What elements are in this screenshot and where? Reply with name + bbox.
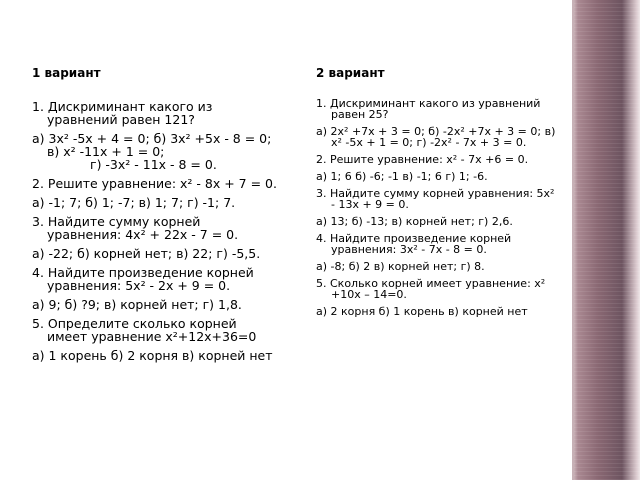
decorative-side-bar [572, 0, 640, 480]
v2-q1-question: 1. Дискриминант какого из уравнений равен 25? [316, 97, 541, 122]
v2-q2-options: а) 1; 6 б) -6; -1 в) -1; 6 г) 1; -6. [316, 169, 488, 183]
v1-q3-question: 3. Найдите сумму корней уравнения: 4х² + 22х - 7 = 0. [32, 214, 239, 242]
v1-q2-options: а) -1; 7; б) 1; -7; в) 1; 7; г) -1; 7. [32, 195, 236, 210]
variant-1-title: 1 вариант [32, 66, 101, 80]
v1-q4-options: а) 9; б) ?9; в) корней нет; г) 1,8. [32, 297, 242, 312]
side-bar-texture [572, 0, 640, 480]
side-bar-edge [572, 0, 574, 480]
v1-q3-options: а) -22; б) корней нет; в) 22; г) -5,5. [32, 246, 261, 261]
v2-q1-options: а) 2х² +7х + 3 = 0; б) -2х² +7х + 3 = 0; в) х² -5х + 1 = 0; г) -2х² - 7х + 3 = 0. [316, 125, 556, 150]
v1-q1-question: 1. Дискриминант какого из уравнений равен 121? [32, 99, 213, 127]
variant-1-items [32, 100, 278, 368]
variant-2-items [316, 98, 556, 322]
v2-q3-question: 3. Найдите сумму корней уравнения: 5х² - 13х + 9 = 0. [316, 186, 555, 212]
v1-q2-question: 2. Решите уравнение: х² - 8х + 7 = 0. [32, 176, 277, 191]
variant-2-title: 2 вариант [316, 66, 385, 80]
v2-q4-options: а) -8; б) 2 в) корней нет; г) 8. [316, 259, 485, 273]
v1-q4-question: 4. Найдите произведение корней уравнения: 5х² - 2х + 9 = 0. [32, 265, 254, 293]
v1-q5-options: а) 1 корень б) 2 корня в) корней нет [32, 348, 273, 363]
v1-q1-options: а) 3х² -5х + 4 = 0; б) 3х² +5х - 8 = 0; в) х² -11х + 1 = 0; [32, 131, 272, 159]
v2-q4-question: 4. Найдите произведение корней уравнения: 3х² - 7х - 8 = 0. [316, 231, 512, 256]
v2-q2-question: 2. Решите уравнение: х² - 7х +6 = 0. [316, 153, 529, 167]
v2-q5-question: 5. Сколько корней имеет уравнение: х² +10х – 14=0. [316, 276, 546, 301]
v1-q5-question: 5. Определите сколько корней имеет уравнение х²+12х+36=0 [32, 316, 257, 344]
v2-q5-options: а) 2 корня б) 1 корень в) корней нет [316, 304, 528, 318]
v2-q3-options: а) 13; б) -13; в) корней нет; г) 2,6. [316, 214, 513, 228]
v1-q1-option-g: г) -3х² - 11х - 8 = 0. [90, 157, 217, 172]
